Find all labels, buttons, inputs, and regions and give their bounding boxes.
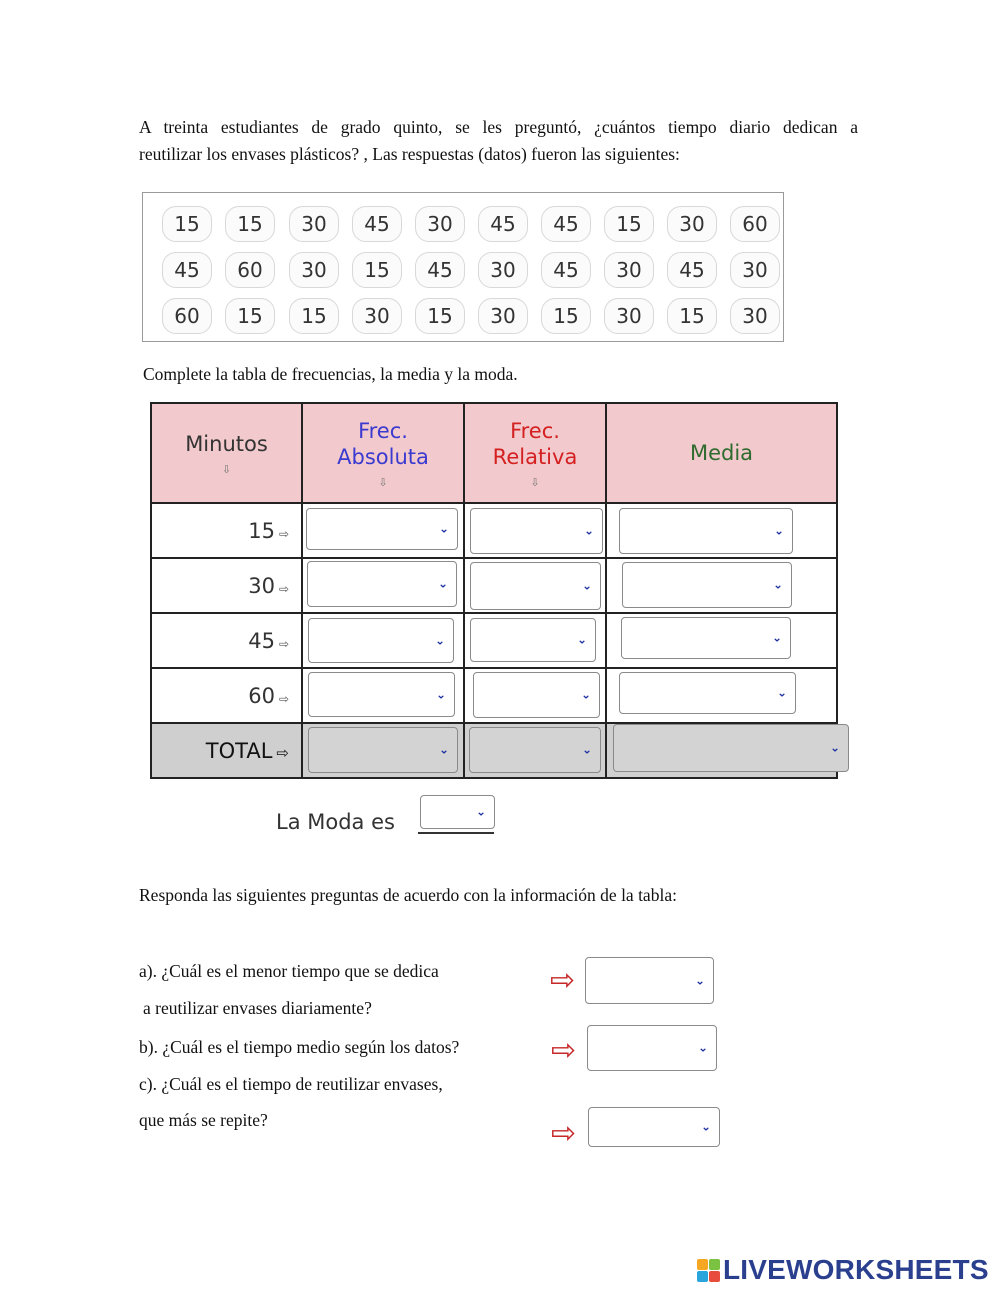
- chevron-down-icon: ⌄: [438, 742, 449, 757]
- right-arrow-icon: ⇨: [278, 526, 289, 541]
- header-frec-absoluta: [302, 403, 464, 503]
- data-value: 30: [730, 252, 780, 288]
- header-abs-line1: Frec.: [358, 418, 408, 443]
- media-dropdown[interactable]: [621, 617, 791, 659]
- chevron-down-icon: ⌄: [771, 630, 782, 645]
- chevron-down-icon: ⌄: [438, 521, 449, 536]
- frec-relativa-dropdown[interactable]: [473, 672, 600, 718]
- data-value: 30: [667, 206, 717, 242]
- data-values-box: [142, 192, 784, 342]
- rel-cell: [464, 503, 606, 558]
- down-arrow-icon: ⇩: [378, 475, 388, 489]
- frec-relativa-dropdown[interactable]: [470, 508, 603, 554]
- down-arrow-icon: ⇩: [530, 475, 540, 489]
- frec-absoluta-dropdown[interactable]: [308, 672, 455, 717]
- liveworksheets-logo: [697, 1254, 989, 1286]
- data-value: 60: [730, 206, 780, 242]
- data-value: 45: [415, 252, 465, 288]
- minutes-cell: [151, 503, 302, 558]
- header-minutos: [151, 403, 302, 503]
- data-value: 45: [478, 206, 528, 242]
- data-value: 15: [225, 206, 275, 242]
- data-value: 45: [162, 252, 212, 288]
- right-arrow-icon: ⇨: [276, 743, 289, 762]
- logo-mark-icon: [697, 1259, 720, 1282]
- rel-cell: [464, 613, 606, 668]
- minutes-value: 30: [248, 573, 275, 598]
- table-row: [151, 558, 837, 613]
- media-dropdown[interactable]: [619, 508, 793, 554]
- intro-paragraph: [139, 114, 858, 168]
- chevron-down-icon: ⌄: [829, 740, 840, 755]
- right-arrow-icon: ⇨: [278, 636, 289, 651]
- chevron-down-icon: ⌄: [583, 523, 594, 538]
- data-value: 30: [352, 298, 402, 334]
- data-value: 30: [289, 206, 339, 242]
- total-media-dropdown[interactable]: [613, 724, 849, 772]
- data-value: 15: [225, 298, 275, 334]
- header-rel-line1: Frec.: [510, 418, 560, 443]
- data-value: 30: [478, 252, 528, 288]
- data-value: 60: [162, 298, 212, 334]
- moda-label: La Moda es: [276, 810, 395, 834]
- chevron-down-icon: ⌄: [776, 685, 787, 700]
- data-value: 15: [352, 252, 402, 288]
- media-cell: [606, 613, 837, 668]
- data-value: 30: [604, 298, 654, 334]
- question-c-line1: c). ¿Cuál es el tiempo de reutilizar envases,: [139, 1074, 443, 1094]
- total-row: [151, 723, 837, 778]
- chevron-down-icon: ⌄: [580, 687, 591, 702]
- minutes-value: 60: [248, 683, 275, 708]
- data-value: 30: [730, 298, 780, 334]
- data-value: 45: [352, 206, 402, 242]
- chevron-down-icon: ⌄: [581, 578, 592, 593]
- minutes-cell: [151, 668, 302, 723]
- media-cell: [606, 558, 837, 613]
- chevron-down-icon: ⌄: [576, 632, 587, 647]
- moda-dropdown[interactable]: [420, 795, 495, 829]
- rel-cell: [464, 558, 606, 613]
- minutes-cell: [151, 558, 302, 613]
- answer-a-dropdown[interactable]: [585, 957, 714, 1004]
- question-a-line2: a reutilizar envases diariamente?: [143, 998, 372, 1018]
- data-value: 15: [604, 206, 654, 242]
- data-value: 15: [162, 206, 212, 242]
- right-arrow-icon: ⇨: [278, 691, 289, 706]
- question-b: b). ¿Cuál es el tiempo medio según los datos?: [139, 1037, 460, 1057]
- rel-total-cell: [464, 723, 606, 778]
- frec-relativa-dropdown[interactable]: [470, 562, 601, 610]
- minutes-value: 15: [248, 518, 275, 543]
- chevron-down-icon: ⌄: [437, 576, 448, 591]
- minutes-cell: [151, 613, 302, 668]
- abs-cell: [302, 613, 464, 668]
- chevron-down-icon: ⌄: [694, 972, 705, 987]
- frec-relativa-dropdown[interactable]: [470, 618, 596, 662]
- table-instruction: Complete la tabla de frecuencias, la media y la moda.: [143, 364, 518, 384]
- data-value: 45: [541, 252, 591, 288]
- chevron-down-icon: ⌄: [697, 1040, 708, 1055]
- intro-line-2: reutilizar los envases plásticos? , Las respuestas (datos) fueron las siguientes:: [139, 144, 680, 164]
- table-row: [151, 503, 837, 558]
- data-value: 30: [289, 252, 339, 288]
- data-value: 15: [415, 298, 465, 334]
- arrow-right-icon: ⇨: [551, 1116, 577, 1151]
- brand-name: LIVEWORKSHEETS: [723, 1254, 989, 1285]
- intro-line-1: A treinta estudiantes de grado quinto, se les preguntó, ¿cuántos tiempo diario dedican a: [139, 117, 858, 137]
- questions-intro: Responda las siguientes preguntas de acuerdo con la información de la tabla:: [139, 885, 677, 905]
- arrow-right-icon: ⇨: [550, 963, 576, 998]
- header-frec-relativa: [464, 403, 606, 503]
- question-a-line1: a). ¿Cuál es el menor tiempo que se dedica: [139, 961, 439, 981]
- abs-cell: [302, 668, 464, 723]
- header-rel-line2: Relativa: [492, 444, 578, 469]
- moda-underline: [418, 832, 494, 834]
- chevron-down-icon: ⌄: [475, 804, 486, 819]
- data-value: 15: [289, 298, 339, 334]
- chevron-down-icon: ⌄: [435, 686, 446, 701]
- data-value: 15: [667, 298, 717, 334]
- abs-cell: [302, 503, 464, 558]
- chevron-down-icon: ⌄: [772, 577, 783, 592]
- total-label: TOTAL: [205, 738, 273, 763]
- data-value: 45: [541, 206, 591, 242]
- table-row: [151, 613, 837, 668]
- media-cell: [606, 668, 837, 723]
- data-value: 60: [225, 252, 275, 288]
- rel-cell: [464, 668, 606, 723]
- header-abs-line2: Absoluta: [337, 444, 429, 469]
- media-dropdown[interactable]: [619, 672, 796, 714]
- media-dropdown[interactable]: [622, 562, 792, 608]
- data-value: 30: [415, 206, 465, 242]
- media-cell: [606, 503, 837, 558]
- data-value: 15: [541, 298, 591, 334]
- header-media: [606, 403, 837, 503]
- abs-cell: [302, 558, 464, 613]
- table-row: [151, 668, 837, 723]
- right-arrow-icon: ⇨: [278, 581, 289, 596]
- answer-c-dropdown[interactable]: [588, 1107, 720, 1147]
- answer-b-dropdown[interactable]: [587, 1025, 717, 1071]
- question-c-line2: que más se repite?: [139, 1110, 268, 1130]
- frec-absoluta-dropdown[interactable]: [307, 561, 457, 607]
- minutes-value: 45: [248, 628, 275, 653]
- header-media-label: Media: [689, 441, 754, 465]
- total-frec-relativa-dropdown[interactable]: [469, 727, 601, 773]
- header-minutos-label: Minutos: [185, 431, 268, 456]
- media-total-cell: [606, 723, 840, 778]
- frec-absoluta-dropdown[interactable]: [308, 618, 454, 663]
- chevron-down-icon: ⌄: [581, 742, 592, 757]
- total-label-cell: [151, 723, 302, 778]
- arrow-right-icon: ⇨: [551, 1033, 577, 1068]
- chevron-down-icon: ⌄: [773, 523, 784, 538]
- total-frec-absoluta-dropdown[interactable]: [308, 727, 458, 773]
- chevron-down-icon: ⌄: [700, 1119, 711, 1134]
- data-value: 30: [478, 298, 528, 334]
- data-value: 45: [667, 252, 717, 288]
- down-arrow-icon: ⇩: [221, 462, 232, 476]
- frequency-table: [150, 402, 838, 779]
- frec-absoluta-dropdown[interactable]: [306, 508, 458, 550]
- chevron-down-icon: ⌄: [434, 632, 445, 647]
- data-value: 30: [604, 252, 654, 288]
- abs-total-cell: [302, 723, 464, 778]
